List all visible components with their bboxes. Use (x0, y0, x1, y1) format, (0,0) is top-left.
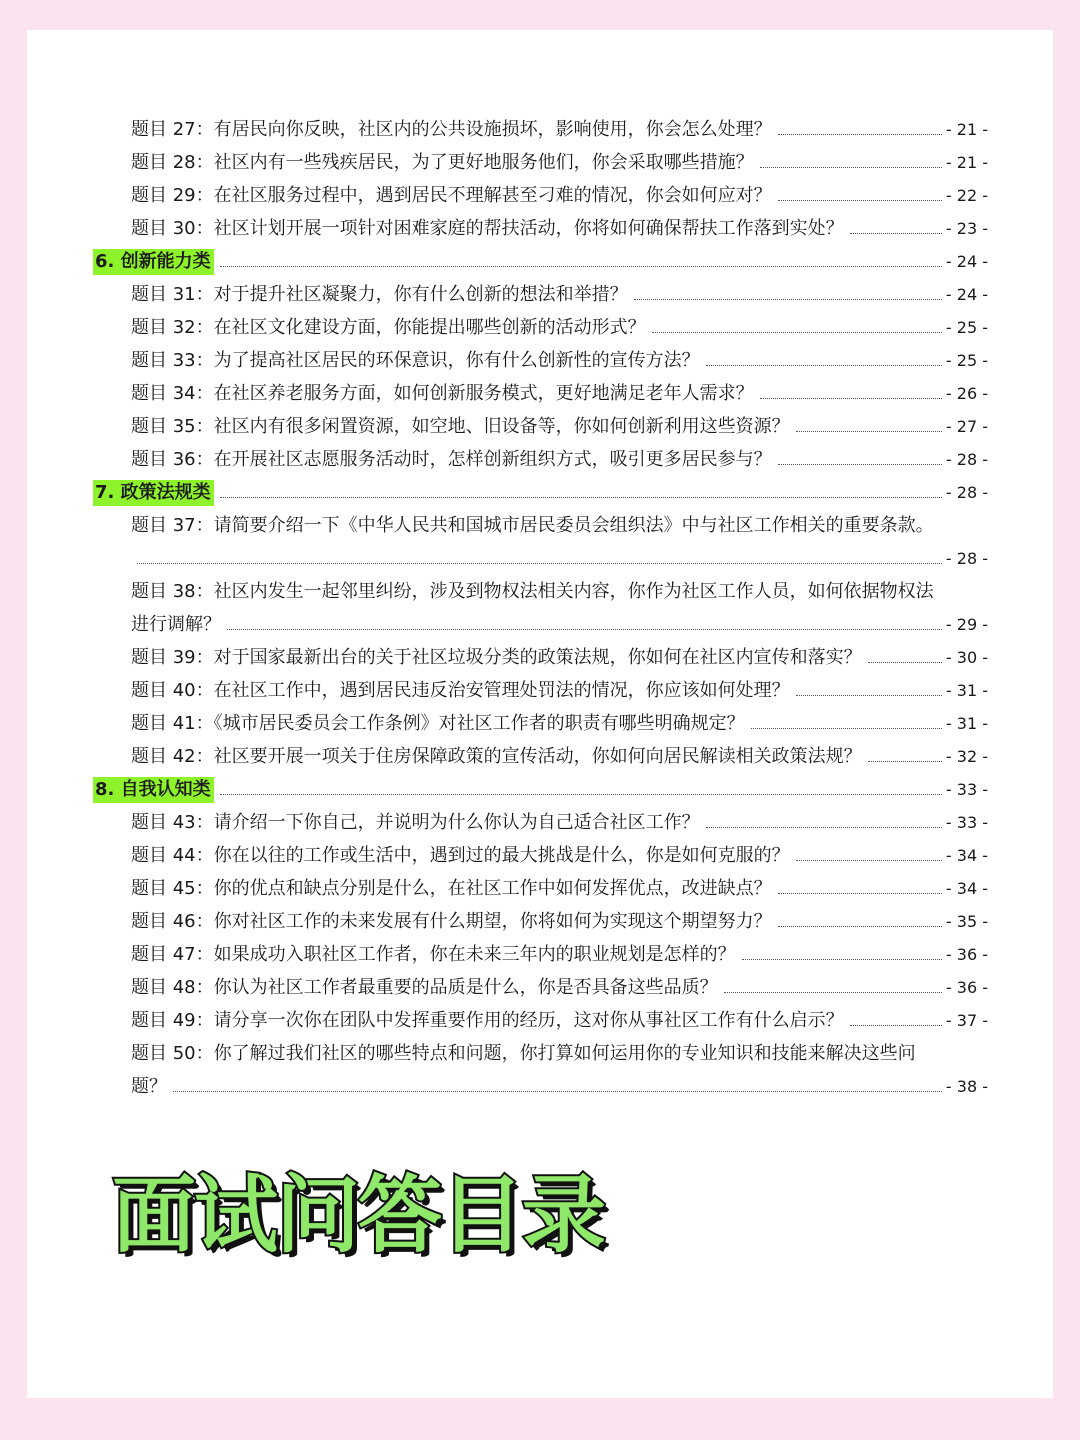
page-number: - 34 - (945, 846, 988, 865)
page-number: - 24 - (945, 252, 988, 271)
dot-leader (850, 1024, 942, 1026)
page-number: - 29 - (945, 615, 988, 634)
page-number: - 28 - (945, 549, 988, 568)
dot-leader (724, 991, 942, 993)
page-number: - 24 - (945, 285, 988, 304)
entry-title: 题目 36：在开展社区志愿服务活动时，怎样创新组织方式，吸引更多居民参与？ (131, 449, 772, 470)
dot-leader (796, 430, 942, 432)
page-number: - 31 - (945, 681, 988, 700)
entry-title: 题目 46：你对社区工作的未来发展有什么期望，你将如何为实现这个期望努力？ (131, 911, 772, 932)
toc-entry[interactable] (93, 212, 988, 245)
dot-leader (760, 397, 942, 399)
page-number: - 30 - (945, 648, 988, 667)
page-number: - 34 - (945, 879, 988, 898)
page-number: - 33 - (945, 780, 988, 799)
entry-title: 题目 41：《城市居民委员会工作条例》对社区工作者的职责有哪些明确规定？ (131, 713, 745, 734)
entry-title-continued: 题？ (131, 1076, 167, 1097)
entry-title: 题目 32：在社区文化建设方面，你能提出哪些创新的活动形式？ (131, 317, 646, 338)
entry-title: 题目 49：请分享一次你在团队中发挥重要作用的经历，这对你从事社区工作有什么启示？ (131, 1010, 844, 1031)
toc-entry[interactable] (93, 509, 988, 575)
dot-leader (706, 364, 942, 366)
page-number: - 36 - (945, 945, 988, 964)
toc-entry[interactable] (93, 311, 988, 344)
toc-entry[interactable] (93, 740, 988, 773)
toc-entry[interactable] (93, 839, 988, 872)
page-title: 面试问答目录 (112, 1166, 605, 1264)
entry-title: 题目 38：社区内发生一起邻里纠纷，涉及到物权法相关内容，你作为社区工作人员，如何依据物权法 (131, 581, 934, 602)
entry-title: 题目 48：你认为社区工作者最重要的品质是什么，你是否具备这些品质？ (131, 977, 718, 998)
entry-title-continued: 进行调解？ (131, 614, 221, 635)
toc-entry[interactable] (93, 674, 988, 707)
page-number: - 31 - (945, 714, 988, 733)
toc-section-heading[interactable] (93, 773, 988, 806)
dot-leader (227, 628, 942, 630)
dot-leader (778, 892, 942, 894)
toc-entry[interactable] (93, 806, 988, 839)
toc-section-heading[interactable] (93, 476, 988, 509)
dot-leader (634, 298, 942, 300)
dot-leader (742, 958, 942, 960)
page-number: - 25 - (945, 351, 988, 370)
entry-title: 题目 44：你在以往的工作或生活中，遇到过的最大挑战是什么，你是如何克服的？ (131, 845, 790, 866)
dot-leader (850, 232, 942, 234)
toc-entry[interactable] (93, 179, 988, 212)
entry-title: 题目 45：你的优点和缺点分别是什么，在社区工作中如何发挥优点，改进缺点？ (131, 878, 772, 899)
dot-leader (220, 793, 942, 795)
dot-leader (778, 463, 942, 465)
entry-title: 题目 40：在社区工作中，遇到居民违反治安管理处罚法的情况，你应该如何处理？ (131, 680, 790, 701)
dot-leader (220, 496, 942, 498)
entry-title: 题目 42：社区要开展一项关于住房保障政策的宣传活动，你如何向居民解读相关政策法规？ (131, 746, 862, 767)
entry-title: 题目 35：社区内有很多闲置资源，如空地、旧设备等，你如何创新利用这些资源？ (131, 416, 790, 437)
page-number: - 23 - (945, 219, 988, 238)
toc-entry[interactable] (93, 410, 988, 443)
toc-entry[interactable] (93, 443, 988, 476)
toc-entry[interactable] (93, 575, 988, 641)
dot-leader (220, 265, 942, 267)
page-number: - 21 - (945, 153, 988, 172)
page-number: - 22 - (945, 186, 988, 205)
toc-entry[interactable] (93, 344, 988, 377)
page-number: - 35 - (945, 912, 988, 931)
entry-title: 题目 37：请简要介绍一下《中华人民共和国城市居民委员会组织法》中与社区工作相关的重要条款。 (131, 515, 934, 536)
entry-title: 题目 30：社区计划开展一项针对困难家庭的帮扶活动，你将如何确保帮扶工作落到实处？ (131, 218, 844, 239)
dot-leader (796, 859, 942, 861)
toc-entry[interactable] (93, 113, 988, 146)
entry-title: 题目 43：请介绍一下你自己，并说明为什么你认为自己适合社区工作？ (131, 812, 700, 833)
page-number: - 28 - (945, 483, 988, 502)
page-number: - 26 - (945, 384, 988, 403)
dot-leader (778, 199, 942, 201)
entry-title: 题目 29：在社区服务过程中，遇到居民不理解甚至刁难的情况，你会如何应对？ (131, 185, 772, 206)
entry-title: 题目 28：社区内有一些残疾居民，为了更好地服务他们，你会采取哪些措施？ (131, 152, 754, 173)
section-label: 6. 创新能力类 (93, 249, 214, 275)
toc-entry[interactable] (93, 707, 988, 740)
entry-title: 题目 50：你了解过我们社区的哪些特点和问题，你打算如何运用你的专业知识和技能来解决这些问 (131, 1043, 916, 1064)
table-of-contents (93, 113, 988, 1103)
page-number: - 36 - (945, 978, 988, 997)
toc-entry[interactable] (93, 1037, 988, 1103)
entry-title: 题目 31：对于提升社区凝聚力，你有什么创新的想法和举措？ (131, 284, 628, 305)
entry-title: 题目 47：如果成功入职社区工作者，你在未来三年内的职业规划是怎样的？ (131, 944, 736, 965)
entry-title: 题目 39：对于国家最新出台的关于社区垃圾分类的政策法规，你如何在社区内宣传和落实？ (131, 647, 862, 668)
dot-leader (760, 166, 942, 168)
page-number: - 27 - (945, 417, 988, 436)
dot-leader (706, 826, 942, 828)
toc-section-heading[interactable] (93, 245, 988, 278)
dot-leader (137, 562, 942, 564)
page-number: - 21 - (945, 120, 988, 139)
page-number: - 33 - (945, 813, 988, 832)
section-label: 7. 政策法规类 (93, 480, 214, 506)
page-number: - 37 - (945, 1011, 988, 1030)
page-number: - 25 - (945, 318, 988, 337)
toc-entry[interactable] (93, 146, 988, 179)
dot-leader (778, 925, 942, 927)
toc-entry[interactable] (93, 1004, 988, 1037)
dot-leader (751, 727, 942, 729)
entry-title: 题目 33：为了提高社区居民的环保意识，你有什么创新性的宣传方法？ (131, 350, 700, 371)
entry-title: 题目 27：有居民向你反映，社区内的公共设施损坏，影响使用，你会怎么处理？ (131, 119, 772, 140)
toc-entry[interactable] (93, 641, 988, 674)
dot-leader (868, 661, 942, 663)
page-number: - 32 - (945, 747, 988, 766)
toc-entry[interactable] (93, 938, 988, 971)
toc-entry[interactable] (93, 377, 988, 410)
entry-title: 题目 34：在社区养老服务方面，如何创新服务模式，更好地满足老年人需求？ (131, 383, 754, 404)
toc-entry[interactable] (93, 278, 988, 311)
toc-entry[interactable] (93, 971, 988, 1004)
dot-leader (778, 133, 942, 135)
page-number: - 38 - (945, 1077, 988, 1096)
dot-leader (173, 1090, 942, 1092)
toc-entry[interactable] (93, 872, 988, 905)
section-label: 8. 自我认知类 (93, 777, 214, 803)
toc-entry[interactable] (93, 905, 988, 938)
dot-leader (868, 760, 942, 762)
dot-leader (796, 694, 942, 696)
dot-leader (652, 331, 942, 333)
page-number: - 28 - (945, 450, 988, 469)
